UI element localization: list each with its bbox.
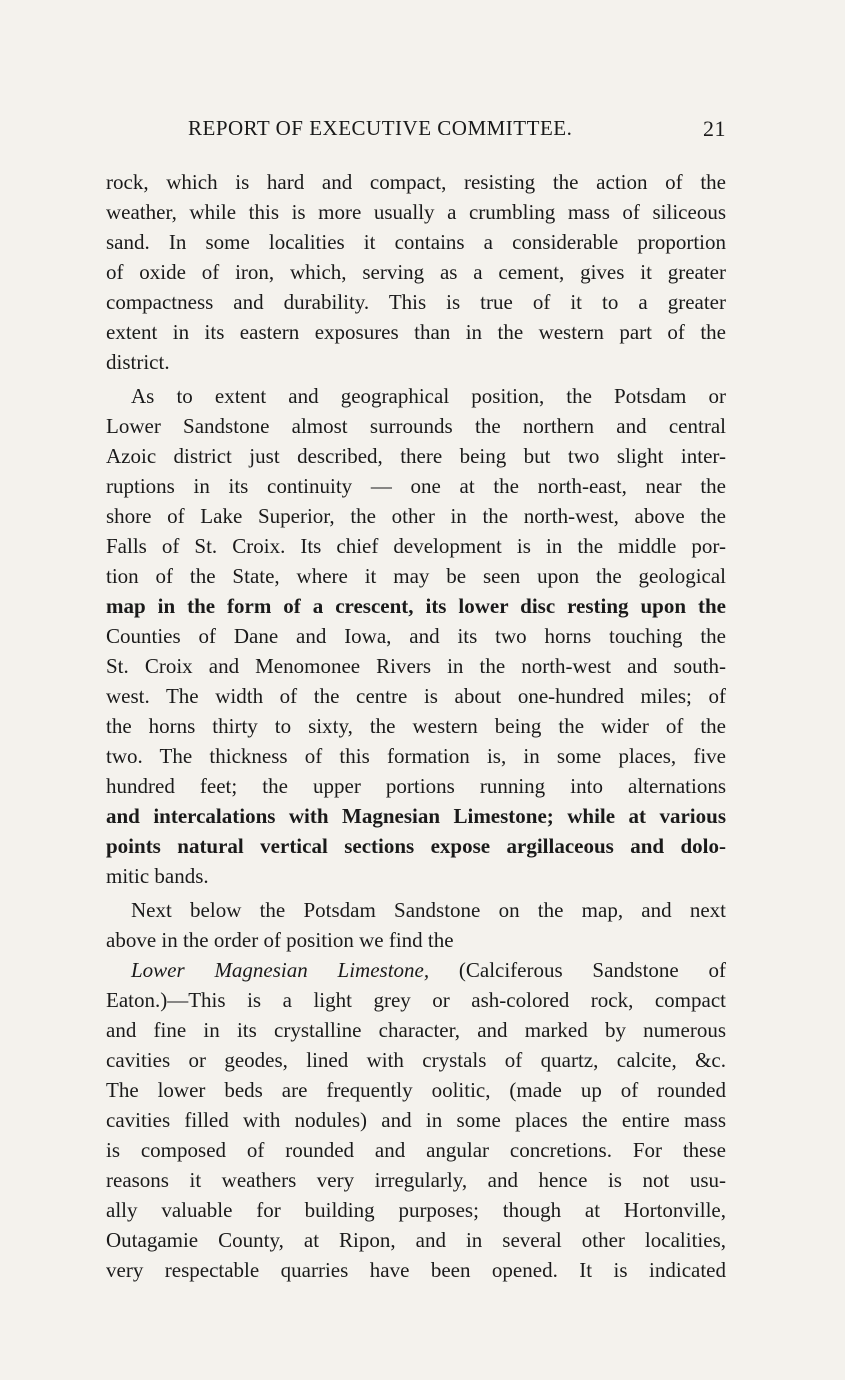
heading-continuation: (Calciferous Sandstone of [458,958,727,982]
page-number: 21 [703,116,726,141]
text-line: The lower beds are frequently oolitic, (made up of rounded [106,1078,726,1102]
text-line: mitic bands. [106,864,209,888]
text-line: Counties of Dane and Iowa, and its two horns touching the [106,624,726,648]
text-line: reasons it weathers very irregularly, and hence is not usu- [106,1168,726,1192]
text-line: extent in its eastern exposures than in the western part of the [106,320,726,344]
text-line: two. The thickness of this formation is, in some places, five [106,744,726,768]
italic-heading: Lower Magnesian Limestone, [131,958,430,982]
text-line: compactness and durability. This is true of it to a greater [106,290,726,314]
text-line: Eaton.)—This is a light grey or ash-colored rock, compact [106,988,726,1012]
text-line: Falls of St. Croix. Its chief development is in the middle por- [106,534,726,558]
text-line: district. [106,350,170,374]
text-line: above in the order of position we find the [106,928,454,952]
text-line: west. The width of the centre is about one-hundred miles; of [106,684,726,708]
text-line: St. Croix and Menomonee Rivers in the north-west and south- [106,654,726,678]
text-line: points natural vertical sections expose argillaceous and dolo- [106,834,726,858]
text-line: very respectable quarries have been opened. It is indicated [106,1258,726,1282]
text-line [106,955,726,985]
body-text [106,167,726,1285]
text-line: cavities or geodes, lined with crystals of quartz, calcite, &c. [106,1048,726,1072]
text-line: and intercalations with Magnesian Limestone; while at various [106,804,726,828]
text-line: the horns thirty to sixty, the western being the wider of the [106,714,726,738]
text-line: cavities filled with nodules) and in some places the entire mass [106,1108,726,1132]
text-line: and fine in its crystalline character, and marked by numerous [106,1018,726,1042]
text-line: Azoic district just described, there being but two slight inter- [106,444,726,468]
text-line: rock, which is hard and compact, resisting the action of the [106,170,726,194]
text-line: tion of the State, where it may be seen upon the geological [106,564,726,588]
text-line: As to extent and geographical position, the Potsdam or [131,384,726,408]
text-line: Lower Sandstone almost surrounds the northern and central [106,414,726,438]
text-line: Next below the Potsdam Sandstone on the map, and next [131,898,726,922]
text-line: Outagamie County, at Ripon, and in several other localities, [106,1228,726,1252]
text-line: is composed of rounded and angular concretions. For these [106,1138,726,1162]
text-line: sand. In some localities it contains a considerable proportion [106,230,726,254]
running-title: REPORT OF EXECUTIVE COMMITTEE. [188,116,573,140]
running-head [170,116,726,144]
text-line: hundred feet; the upper portions running into alternations [106,774,726,798]
text-line: ruptions in its continuity — one at the north-east, near the [106,474,726,498]
text-line: weather, while this is more usually a crumbling mass of siliceous [106,200,726,224]
text-line: shore of Lake Superior, the other in the north-west, above the [106,504,726,528]
text-line: ally valuable for building purposes; though at Hortonville, [106,1198,726,1222]
text-line: of oxide of iron, which, serving as a cement, gives it greater [106,260,726,284]
text-line: map in the form of a crescent, its lower disc resting upon the [106,594,726,618]
